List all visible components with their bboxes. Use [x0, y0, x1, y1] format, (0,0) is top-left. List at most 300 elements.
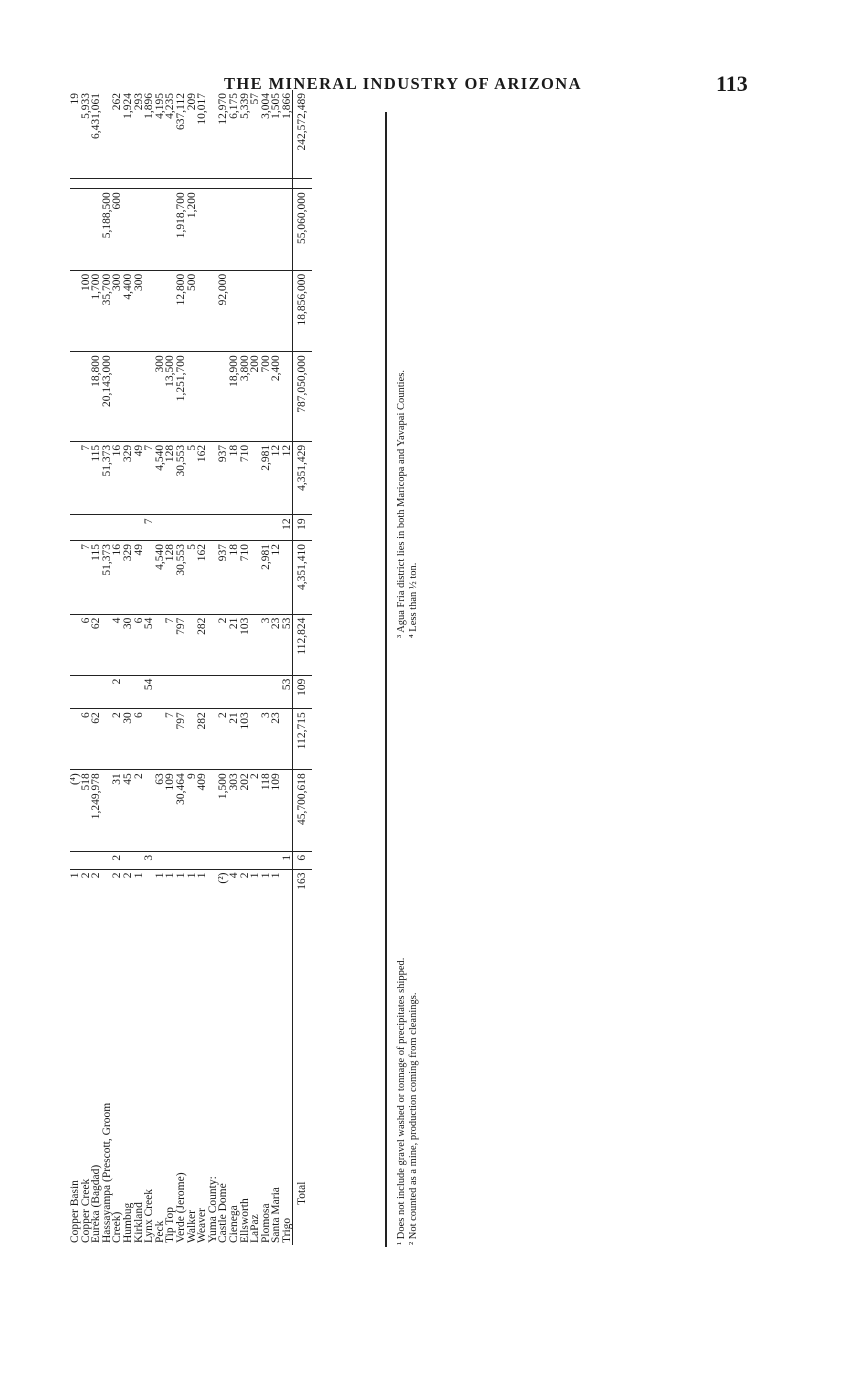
table-cell [70, 179, 81, 189]
table-cell: 7 [165, 709, 176, 770]
table-row [91, 90, 102, 1245]
table-cell: 202 [240, 770, 251, 852]
table-cell: 7 [81, 541, 92, 615]
total-cell: 163 [293, 869, 313, 902]
total-cell: 4,351,410 [293, 541, 313, 615]
table-cell [282, 869, 293, 902]
table-cell: 1 [164, 872, 177, 879]
table-cell [165, 675, 176, 709]
table-cell [102, 614, 113, 675]
table-cell: 103 [240, 614, 251, 675]
table-cell: 1 [259, 872, 272, 879]
table-cell [208, 515, 219, 541]
table-cell [208, 352, 219, 442]
table-cell [261, 179, 272, 189]
table-cell [81, 189, 92, 271]
table-cell [271, 270, 282, 352]
table-cell [208, 675, 219, 709]
table-row [165, 90, 176, 1245]
table-cell [250, 851, 261, 869]
table-cell: 35,700 [102, 270, 113, 352]
table-cell [261, 515, 272, 541]
table-cell: 5 [187, 541, 198, 615]
table-cell [155, 179, 166, 189]
table-row [176, 90, 187, 1245]
table-cell: 16 [112, 441, 123, 515]
table-row [261, 90, 272, 1245]
table-cell [187, 352, 198, 442]
footnote-1: ¹ Does not include gravel washed or tonnage of precipitates shipped. [396, 957, 407, 1245]
table-cell: 300 [112, 270, 123, 352]
footnote-block-right [396, 370, 420, 638]
table-cell: 30 [123, 614, 134, 675]
table-cell: 2 [134, 770, 145, 852]
district-name: Verde (Jerome) [174, 1172, 187, 1243]
table-cell [70, 851, 81, 869]
table-cell: 303 [229, 770, 240, 852]
table-cell: 57 [250, 90, 261, 179]
table-cell: 1 [185, 872, 198, 879]
table-cell: 18,900 [229, 352, 240, 442]
table-cell [229, 179, 240, 189]
table-cell: 4,235 [165, 90, 176, 179]
table-cell [197, 851, 208, 869]
table-cell: 6 [81, 709, 92, 770]
table-cell: 1 [174, 872, 187, 879]
table-cell: 329 [123, 441, 134, 515]
table-cell [155, 851, 166, 869]
table-cell [271, 189, 282, 271]
table-cell: 49 [134, 541, 145, 615]
table-cell [218, 675, 229, 709]
table-cell [134, 352, 145, 442]
footnote-4: ⁴ Less than ½ ton. [408, 562, 419, 638]
table-cell [240, 189, 251, 271]
table-cell [70, 709, 81, 770]
table-cell: 710 [240, 541, 251, 615]
table-cell: 2 [218, 709, 229, 770]
total-row [293, 90, 313, 1245]
total-cell: 242,572,489 [293, 90, 313, 179]
table-cell [187, 675, 198, 709]
table-cell: 2 [111, 872, 124, 879]
table-row [197, 90, 208, 1245]
total-cell: 6 [293, 851, 313, 869]
table-cell [208, 189, 219, 271]
table-cell: 282 [197, 614, 208, 675]
district-name: Eureka (Bagdad) [90, 1164, 103, 1243]
table-cell: 31 [112, 770, 123, 852]
table-cell: 62 [91, 709, 102, 770]
total-cell: 4,351,429 [293, 441, 313, 515]
district-name: Castle Dome [217, 1183, 230, 1243]
table-cell: 53 [282, 675, 293, 709]
table-cell: 54 [144, 675, 155, 709]
table-cell: 282 [197, 709, 208, 770]
table-cell: 3 [261, 709, 272, 770]
table-cell: 300 [155, 352, 166, 442]
table-cell: 115 [91, 441, 102, 515]
table-cell: 2 [112, 851, 123, 869]
table-cell: 1 [69, 872, 81, 879]
table-cell: 300 [134, 270, 145, 352]
table-cell: 3 [144, 851, 155, 869]
table-cell: 2 [112, 709, 123, 770]
table-cell: 4,195 [155, 90, 166, 179]
table-row [229, 90, 240, 1245]
table-cell: 329 [123, 541, 134, 615]
table-cell: 30,553 [176, 441, 187, 515]
table-cell [261, 675, 272, 709]
district-name: Walker [185, 1210, 198, 1243]
table-cell: 62 [91, 614, 102, 675]
district-name: Weaver [196, 1208, 209, 1243]
table-cell: 1,700 [91, 270, 102, 352]
table-cell [261, 851, 272, 869]
table-cell [197, 675, 208, 709]
table-cell: 5,933 [81, 90, 92, 179]
table-cell [197, 179, 208, 189]
table-cell: 1,200 [187, 189, 198, 271]
district-name: Kirkland [132, 1202, 145, 1243]
table-cell [218, 851, 229, 869]
table-cell: 3,004 [261, 90, 272, 179]
table-cell [282, 189, 293, 271]
table-cell: 7 [144, 441, 155, 515]
table-cell [282, 709, 293, 770]
table-cell [240, 851, 251, 869]
table-cell [240, 675, 251, 709]
table-cell [229, 851, 240, 869]
table-cell: 18 [229, 441, 240, 515]
table-cell: 1 [270, 872, 283, 879]
table-row [123, 90, 134, 1245]
table-cell: 2,981 [261, 541, 272, 615]
table-cell [81, 515, 92, 541]
table-cell: 1,896 [144, 90, 155, 179]
table-cell: 409 [197, 770, 208, 852]
table-cell [70, 441, 81, 515]
table-cell [70, 515, 81, 541]
table-cell: 200 [250, 352, 261, 442]
table-cell: 18 [229, 541, 240, 615]
table-cell: 6,431,061 [91, 90, 102, 179]
table-cell [123, 851, 134, 869]
table-cell [218, 179, 229, 189]
table-row [70, 90, 81, 1245]
table-row [250, 90, 261, 1245]
table-cell: 49 [134, 441, 145, 515]
table-cell: 4 [227, 872, 240, 879]
table-cell [134, 179, 145, 189]
table-cell: 54 [144, 614, 155, 675]
table-cell: 115 [91, 541, 102, 615]
table-cell [155, 270, 166, 352]
table-cell [282, 770, 293, 852]
table-cell [229, 270, 240, 352]
table-cell [155, 614, 166, 675]
table-cell [70, 270, 81, 352]
district-name: LaPaz [249, 1214, 262, 1243]
table-cell: (²) [217, 872, 230, 884]
table-cell [81, 675, 92, 709]
table-cell: 20,143,000 [102, 352, 113, 442]
table-cell: 1,924 [123, 90, 134, 179]
table-cell: 5 [187, 441, 198, 515]
table-cell: 4,540 [155, 541, 166, 615]
table-cell [165, 515, 176, 541]
table-cell [91, 515, 102, 541]
table-cell [240, 515, 251, 541]
table-cell: 937 [218, 441, 229, 515]
table-cell: 637,112 [176, 90, 187, 179]
table-cell: 118 [261, 770, 272, 852]
total-label: Total [293, 902, 313, 1245]
district-name: Tip Top [164, 1207, 177, 1243]
district-name: Copper Basin [69, 1180, 81, 1243]
table-cell [176, 179, 187, 189]
table-cell [229, 675, 240, 709]
table-cell [165, 851, 176, 869]
table-cell [197, 515, 208, 541]
total-cell: 45,700,618 [293, 770, 313, 852]
table-row [134, 90, 145, 1245]
table-cell [250, 515, 261, 541]
table-cell [112, 515, 123, 541]
table-cell [261, 189, 272, 271]
table-cell: 7 [81, 441, 92, 515]
table-cell: 12,970 [218, 90, 229, 179]
table-cell [155, 189, 166, 271]
table-cell: 23 [271, 709, 282, 770]
table-cell [240, 179, 251, 189]
table-cell [70, 541, 81, 615]
table-cell: 1,866 [282, 90, 293, 179]
table-cell: 4,540 [155, 441, 166, 515]
table-cell: 30,464 [176, 770, 187, 852]
table-cell: 1 [282, 851, 293, 869]
table-cell: 3,800 [240, 352, 251, 442]
table-cell [123, 189, 134, 271]
district-name: Yuma County: [206, 1176, 219, 1243]
table-cell: 9 [187, 770, 198, 852]
district-name: Santa Maria [270, 1187, 283, 1243]
district-name: Copper Creek [79, 1178, 92, 1243]
table-cell: 2 [250, 770, 261, 852]
table-cell: 19 [70, 90, 81, 179]
total-cell: 787,050,000 [293, 352, 313, 442]
table-cell [218, 515, 229, 541]
table-cell: 6 [134, 614, 145, 675]
table-cell: 30 [123, 709, 134, 770]
table-row [102, 90, 113, 1245]
table-cell: 103 [240, 709, 251, 770]
district-name: Peck [153, 1220, 166, 1243]
table-cell [123, 179, 134, 189]
table-cell [91, 179, 102, 189]
table-cell: 600 [112, 189, 123, 271]
table-cell: 13,500 [165, 352, 176, 442]
table-cell [271, 179, 282, 189]
table-cell: 12 [282, 515, 293, 541]
district-name: Cienega [227, 1205, 240, 1243]
table-cell: 2,981 [261, 441, 272, 515]
district-name: Humbug [121, 1202, 134, 1243]
table-cell [187, 179, 198, 189]
table-cell: 710 [240, 441, 251, 515]
table-cell: 51,373 [102, 541, 113, 615]
table-cell: 92,000 [218, 270, 229, 352]
table-cell: 12 [271, 541, 282, 615]
table-cell [112, 352, 123, 442]
table-cell: 2 [238, 872, 251, 879]
total-cell: 19 [293, 515, 313, 541]
table-row [271, 90, 282, 1245]
table-cell: 100 [81, 270, 92, 352]
table-cell: 12,800 [176, 270, 187, 352]
table-row [155, 90, 166, 1245]
table-cell: 5,188,500 [102, 189, 113, 271]
table-cell [250, 270, 261, 352]
footnote-block-left [396, 958, 420, 1245]
table-cell: 700 [261, 352, 272, 442]
table-row [81, 90, 92, 1245]
table-cell [218, 189, 229, 271]
table-cell [123, 675, 134, 709]
district-name: Lynx Creek [143, 1189, 156, 1243]
district-name: Ellsworth [238, 1198, 251, 1243]
total-cell: 112,824 [293, 614, 313, 675]
table-cell: 7 [165, 614, 176, 675]
table-cell: 10,017 [197, 90, 208, 179]
table-cell: 1,251,700 [176, 352, 187, 442]
table-cell [229, 515, 240, 541]
table-cell: 109 [165, 770, 176, 852]
table-cell: 162 [197, 541, 208, 615]
rotated-data-table [70, 90, 390, 1245]
table-cell [229, 189, 240, 271]
table-cell: 3 [261, 614, 272, 675]
table-cell: 1,249,978 [91, 770, 102, 852]
table-row [218, 90, 229, 1245]
table-cell: 162 [197, 441, 208, 515]
table-cell [165, 179, 176, 189]
table-cell [70, 614, 81, 675]
table-cell: 1,505 [271, 90, 282, 179]
table-row [187, 90, 198, 1245]
table-row [208, 90, 219, 1245]
table-cell: 262 [112, 90, 123, 179]
table-cell [197, 189, 208, 271]
table-cell: (⁴) [70, 770, 81, 852]
table-cell [144, 179, 155, 189]
table-cell [282, 270, 293, 352]
table-cell [282, 541, 293, 615]
table-cell: 23 [271, 614, 282, 675]
total-cell [293, 179, 313, 189]
table-cell [144, 270, 155, 352]
table-cell: 2 [79, 872, 92, 879]
table-cell: 4,400 [123, 270, 134, 352]
table-cell: 2 [90, 872, 103, 879]
table-cell [144, 709, 155, 770]
table-cell [155, 675, 166, 709]
table-cell [282, 352, 293, 442]
table-cell [208, 851, 219, 869]
table-cell: 500 [187, 270, 198, 352]
table-row [282, 90, 293, 1245]
table-cell: 6,175 [229, 90, 240, 179]
table-cell: 2 [218, 614, 229, 675]
table-cell: 797 [176, 709, 187, 770]
table-cell: 518 [81, 770, 92, 852]
total-cell: 55,060,000 [293, 189, 313, 271]
table-row [112, 90, 123, 1245]
table-cell: 45 [123, 770, 134, 852]
table-cell [250, 189, 261, 271]
table-cell [123, 515, 134, 541]
table-cell: 1 [132, 872, 145, 879]
table-cell [123, 352, 134, 442]
table-cell: 128 [165, 541, 176, 615]
table-cell: 128 [165, 441, 176, 515]
district-name: Trigo [280, 1217, 293, 1243]
table-cell [176, 675, 187, 709]
table-cell [91, 851, 102, 869]
table-cell: 1,500 [218, 770, 229, 852]
table-cell: 63 [155, 770, 166, 852]
table-cell: 30,553 [176, 541, 187, 615]
table-cell [91, 675, 102, 709]
table-cell [81, 851, 92, 869]
footnote-3: ³ Agua Fria district lies in both Maricopa and Yavapai Counties. [396, 370, 407, 638]
table-cell [102, 179, 113, 189]
table-cell: 1,918,700 [176, 189, 187, 271]
table-cell: 12 [271, 441, 282, 515]
table-cell: 1 [153, 872, 166, 879]
table-cell [102, 515, 113, 541]
table-cell: 6 [81, 614, 92, 675]
table-cell: 16 [112, 541, 123, 615]
table-cell [208, 179, 219, 189]
table-cell: 4 [112, 614, 123, 675]
footnote-2: ² Not counted as a mine, production coming from cleanings. [408, 992, 419, 1245]
table-cell: 209 [187, 90, 198, 179]
table-cell [70, 352, 81, 442]
table-cell: 2,400 [271, 352, 282, 442]
district-name: Creek) [111, 1211, 124, 1243]
table-cell: 1 [196, 872, 209, 879]
table-cell [250, 614, 261, 675]
total-cell: 112,715 [293, 709, 313, 770]
table-cell [187, 851, 198, 869]
mine-production-table [70, 90, 312, 1245]
table-cell [197, 270, 208, 352]
table-cell [176, 515, 187, 541]
table-cell: 21 [229, 614, 240, 675]
table-cell: 7 [144, 515, 155, 541]
table-cell [176, 851, 187, 869]
table-cell [250, 675, 261, 709]
table-row [144, 90, 155, 1245]
total-cell: 18,856,000 [293, 270, 313, 352]
district-name: Hassayampa (Prescott, Groom [100, 1102, 113, 1243]
table-cell: 109 [271, 770, 282, 852]
table-cell [240, 270, 251, 352]
table-cell [250, 179, 261, 189]
table-cell [155, 515, 166, 541]
table-cell [112, 179, 123, 189]
